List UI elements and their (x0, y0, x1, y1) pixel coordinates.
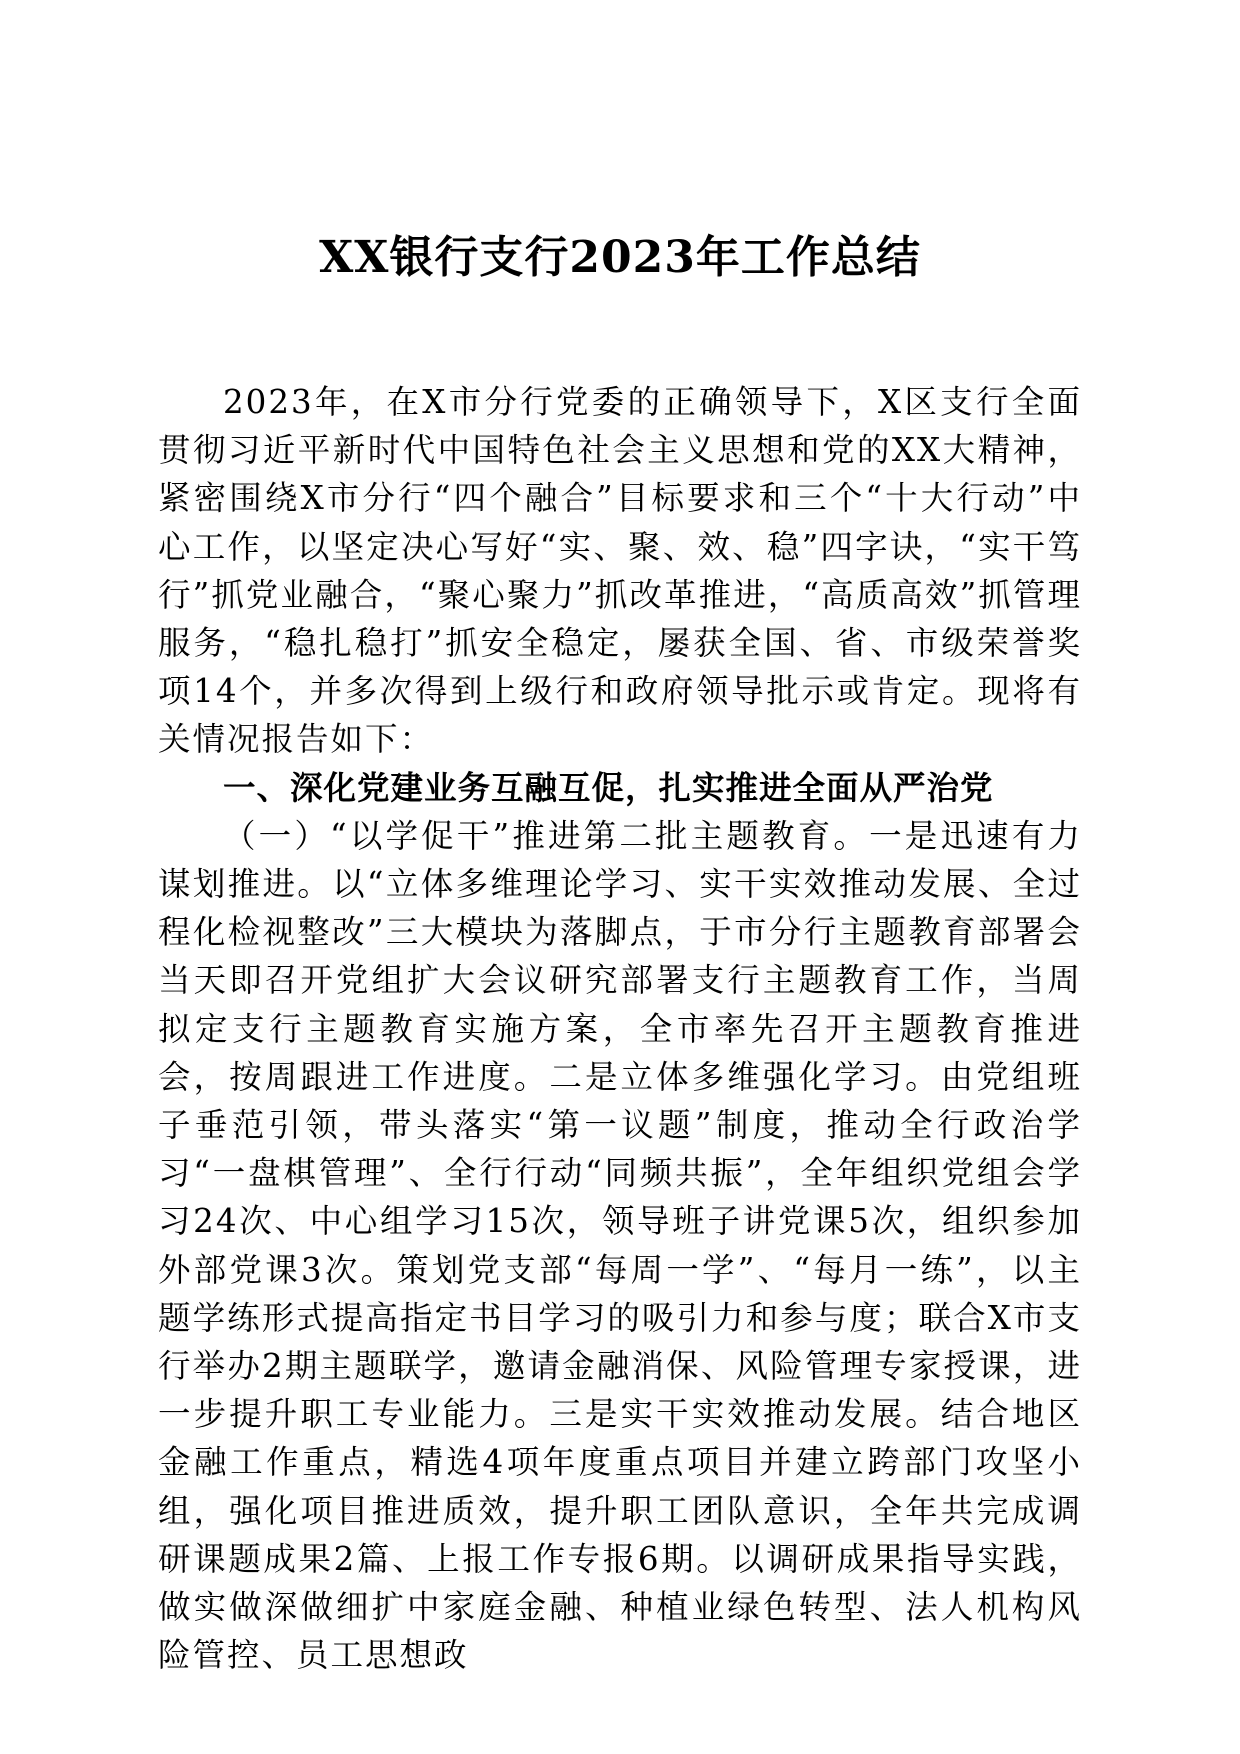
document-title: XX银行支行2023年工作总结 (319, 232, 921, 283)
section-heading: 一、深化党建业务互融互促，扎实推进全面从严治党 (223, 768, 994, 807)
intro-paragraph: 2023年，在X市分行党委的正确领导下，X区支行全面贯彻习近平新时代中国特色社会主义思想和党的XX大精神，紧密围绕X市分行“四个融合”目标要求和三个“十大行动”中心工作，以坚定决心写好“实、聚、效、稳”四字诀，“实干笃行”抓党业融合，“聚心聚力”抓改革推进，“高质高效”抓管理服务，“稳扎稳打”抓安全稳定，屡获全国、省、市级荣誉奖项14个，并多次得到上级行和政府领导批示或肯定。现将有关情况报告如下： (158, 383, 1082, 759)
document-body (158, 378, 1082, 1679)
section-paragraph: （一）“以学促干”推进第二批主题教育。一是迅速有力谋划推进。以“立体多维理论学习、实干实效推动发展、全过程化检视整改”三大模块为落脚点，于市分行主题教育部署会当天即召开党组扩大会议研究部署支行主题教育工作，当周拟定支行主题教育实施方案，全市率先召开主题教育推进会，按周跟进工作进度。二是立体多维强化学习。由党组班子垂范引领，带头落实“第一议题”制度，推动全行政治学习“一盘棋管理”、全行行动“同频共振”，全年组织党组会学习24次、中心组学习15次，领导班子讲党课5次，组织参加外部党课3次。策划党支部“每周一学”、“每月一练”，以主题学练形式提高指定书目学习的吸引力和参与度；联合X市支行举办2期主题联学，邀请金融消保、风险管理专家授课，进一步提升职工专业能力。三是实干实效推动发展。结合地区金融工作重点，精选4项年度重点项目并建立跨部门攻坚小组，强化项目推进质效，提升职工团队意识，全年共完成调研课题成果2篇、上报工作专报6期。以调研成果指导实践，做实做深做细扩中家庭金融、种植业绿色转型、法人机构风险管控、员工思想政 (158, 816, 1082, 1675)
